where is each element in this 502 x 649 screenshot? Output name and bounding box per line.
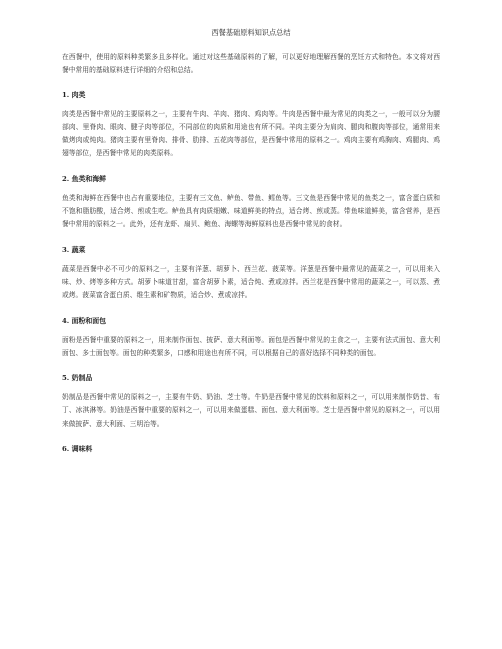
section-flour-bread — [62, 316, 440, 361]
document-page — [62, 28, 440, 467]
section-meat — [62, 90, 440, 161]
section-heading: 1. 肉类 — [62, 90, 86, 99]
section-heading: 6. 调味料 — [62, 445, 93, 454]
section-body: 奶制品是西餐中常见的原料之一，主要有牛奶、奶油、芝士等。牛奶是西餐中常见的饮料和原料之一，可以用来制作奶昔、布丁、冰淇淋等。奶油是西餐中重要的原料之一，可以用来做蛋糕、面包、意大利面等。芝士是西餐中常见的原料之一，可以用来做披萨、意大利面、三明治等。 — [62, 393, 440, 428]
section-dairy — [62, 373, 440, 431]
section-seasoning — [62, 444, 440, 454]
section-body: 面粉是西餐中重要的原料之一，用来制作面包、披萨、意大利面等。面包是西餐中常见的主食之一，主要有法式面包、意大利面包、多士面包等。面包的种类繁多，口感和用途也有所不同，可以根据自己的喜好选择不同种类的面包。 — [62, 335, 440, 357]
section-heading: 2. 鱼类和海鲜 — [62, 174, 107, 183]
section-body: 鱼类和海鲜在西餐中也占有重要地位，主要有三文鱼、鲈鱼、带鱼、鳕鱼等。三文鱼是西餐中常见的鱼类之一，富含蛋白质和不饱和脂肪酸，适合烤、煎或生吃。鲈鱼具有肉质细嫩、味道鲜美的特点，适合烤、煎或蒸。带鱼味道鲜美，富含营养，是西餐中常用的原料之一。此外，还有龙虾、扇贝、鲍鱼、海螺等海鲜原料也是西餐中常见的食材。 — [62, 193, 440, 229]
section-fish-seafood — [62, 174, 440, 232]
section-heading: 3. 蔬菜 — [62, 245, 86, 254]
section-heading: 5. 奶制品 — [62, 374, 93, 383]
section-heading: 4. 面粉和面包 — [62, 316, 107, 325]
section-body: 蔬菜是西餐中必不可少的原料之一，主要有洋葱、胡萝卜、西兰花、菠菜等。洋葱是西餐中最常见的蔬菜之一，可以用来入味、炒、烤等多种方式。胡萝卜味道甘甜，富含胡萝卜素，适合炖、煮或凉拌。西兰花是西餐中常用的蔬菜之一，可以蒸、煮或烤。菠菜富含蛋白质、维生素和矿物质，适合炒、煮或凉拌。 — [62, 264, 440, 300]
section-vegetables — [62, 245, 440, 303]
intro-paragraph: 在西餐中，使用的原料种类繁多且多样化。通过对这些基础原料的了解，可以更好地理解西餐的烹饪方式和特色。本文将对西餐中常用的基础原料进行详细的介绍和总结。 — [62, 53, 440, 75]
section-body: 肉类是西餐中常见的主要原料之一，主要有牛肉、羊肉、猪肉、鸡肉等。牛肉是西餐中最为常见的肉类之一，一般可以分为腰部肉、里脊肉、眼肉、腱子肉等部位，不同部位的肉质和用途也有所不同。羊肉主要分为肩肉、腿肉和腹肉等部位，通常用来做烤肉或炖肉。猪肉主要有里脊肉、排骨、肋排、五花肉等部位，是西餐中常用的原料之一。鸡肉主要有鸡胸肉、鸡腿肉、鸡翅等部位，是西餐中常见的肉类原料。 — [62, 109, 440, 158]
document-title: 西餐基础原料知识点总结 — [211, 28, 291, 37]
